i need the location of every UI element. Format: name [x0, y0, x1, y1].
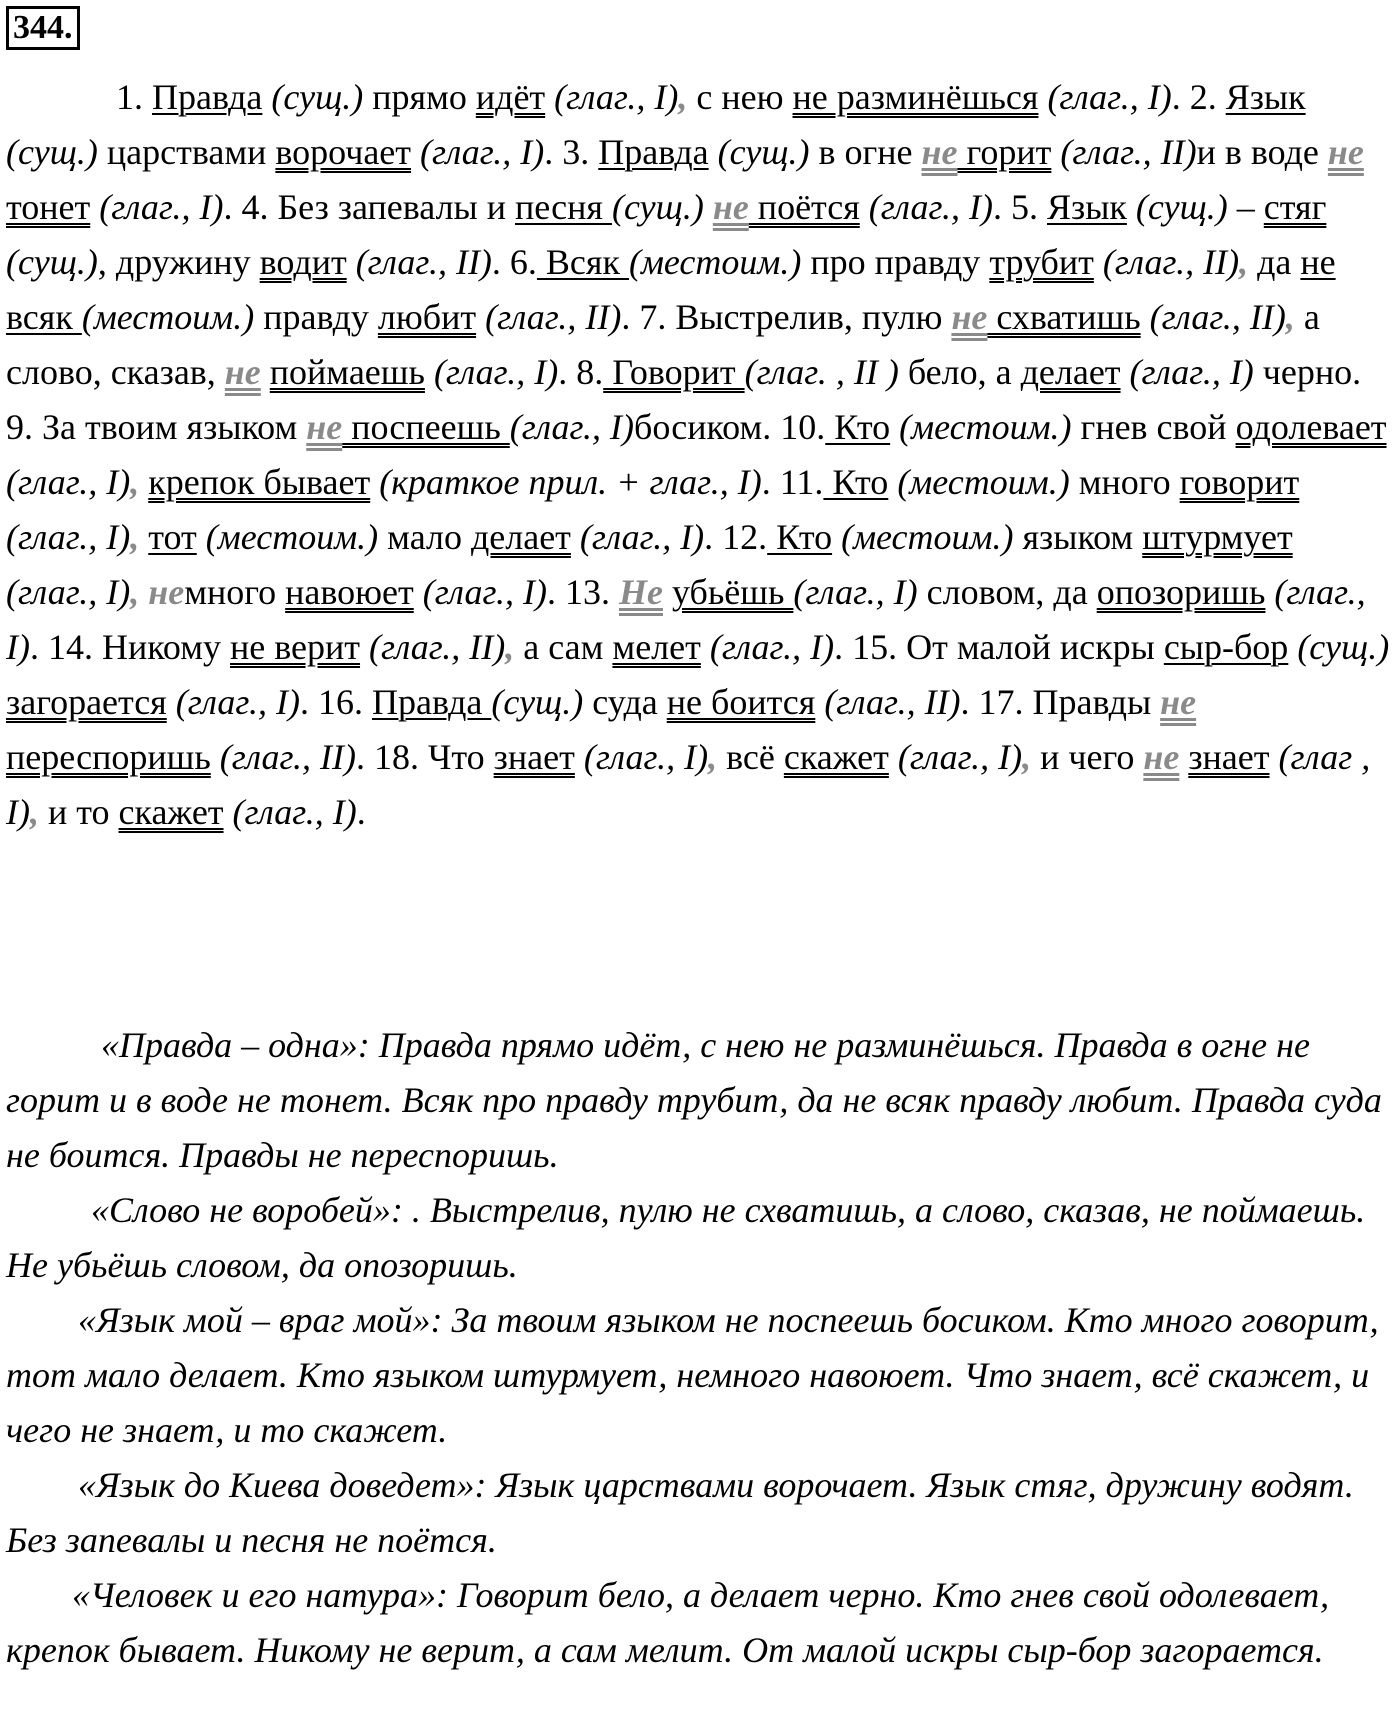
pos-note: (сущ.)	[1135, 187, 1228, 227]
pos-note: (местоим.)	[841, 517, 1014, 557]
predicate-word: делает	[1020, 352, 1121, 392]
sentence-number: 4.	[232, 187, 269, 227]
pos-note: (глаг., II)	[485, 297, 622, 337]
pos-note: (глаг., I)	[422, 572, 547, 612]
thematic-groups	[6, 1018, 1391, 1678]
plain-text: много	[184, 572, 286, 612]
predicate-word: знает	[493, 737, 575, 777]
plain-text: много	[1069, 462, 1180, 502]
plain-text: .	[834, 627, 844, 667]
pos-note: (сущ.)	[6, 242, 98, 282]
sentence-number: 6.	[500, 242, 537, 282]
pos-note: (глаг., I)	[709, 627, 835, 667]
pos-note: (сущ.)	[271, 77, 364, 117]
sentence-number: 10.	[771, 407, 826, 447]
plain-text: языком	[1013, 517, 1143, 557]
pos-note: (глаг., I)	[433, 352, 559, 392]
pos-note: (местоим.)	[205, 517, 379, 557]
plain-text: бело, а	[898, 352, 1021, 392]
group-pravda: «Правда – одна»: Правда прямо идёт, с нею не разминёшься. Правда в огне не горит и в воде не тонет. Всяк про правду трубит, да не всяк правду любит. Правда суда не боится. Правды не переспоришь.	[6, 1025, 1382, 1175]
pos-note: (глаг. , II )	[744, 352, 899, 392]
subject-word: Правда	[152, 77, 263, 117]
pos-note: (глаг , I)	[6, 737, 1371, 832]
pos-note: (глаг., II)	[1060, 132, 1197, 172]
predicate-word: поймаешь	[269, 352, 425, 392]
pos-note: (глаг., I)	[554, 77, 679, 117]
pos-note: (глаг., I)	[793, 572, 918, 612]
sentence-number: 17.	[969, 682, 1024, 722]
predicate-word: идёт	[475, 77, 546, 117]
subject-word: Кто	[823, 462, 889, 502]
plain-text: мало	[378, 517, 471, 557]
sentence-number: 12.	[713, 517, 768, 557]
predicate-word: крепок бывает	[148, 462, 371, 502]
plain-text: правду	[254, 297, 378, 337]
sentence-number: 3.	[553, 132, 590, 172]
comma-mark: ,	[130, 572, 140, 612]
predicate-word: скажет	[783, 737, 889, 777]
plain-text: черно.	[1253, 352, 1362, 392]
pos-note: (глаг., I)	[6, 462, 131, 502]
group-yazyk-kiev: «Язык до Киева доведет»: Язык царствами ворочает. Язык стяг, дружину водят. Без запевалы и песня не поётся.	[6, 1465, 1354, 1560]
comma-mark: ,	[708, 737, 718, 777]
task-number: 344.	[6, 6, 80, 50]
comma-mark: ,	[1285, 297, 1295, 337]
plain-text: Никому	[92, 627, 231, 667]
plain-text: .	[960, 682, 970, 722]
pos-note: (местоим.)	[899, 407, 1072, 447]
plain-text: в огне	[809, 132, 922, 172]
pos-note: (глаг., I)	[175, 682, 300, 722]
subject-word: сыр-бор	[1163, 627, 1289, 667]
predicate-word: не боится	[666, 682, 816, 722]
plain-text: и в воде	[1196, 132, 1328, 172]
plain-text: Что	[419, 737, 494, 777]
plain-text: царствами	[97, 132, 276, 172]
comma-mark: ,	[1022, 737, 1032, 777]
plain-text: .	[761, 462, 771, 502]
plain-text: .	[356, 737, 366, 777]
pos-note: (глаг., I)	[897, 737, 1023, 777]
subject-word: не всяк	[6, 242, 1336, 337]
negation-particle: не	[712, 187, 749, 227]
group-chelovek: «Человек и его натура»: Говорит бело, а делает черно. Кто гнев свой одолевает, крепок бывает. Никому не верит, а сам мелит. От малой искры сыр-бор загорается.	[6, 1575, 1330, 1670]
pos-note: (глаг., I)	[6, 572, 1366, 667]
plain-text: Правды	[1023, 682, 1161, 722]
comma-mark: ,	[505, 627, 515, 667]
plain-text: суда	[583, 682, 667, 722]
plain-text: и чего	[1031, 737, 1144, 777]
predicate-word: тонет	[6, 187, 91, 227]
subject-word: Язык	[1047, 187, 1127, 227]
negation-particle: не	[148, 572, 185, 612]
plain-text: и то	[38, 792, 119, 832]
predicate-word: поётся	[748, 187, 860, 227]
plain-text: прямо	[363, 77, 476, 117]
plain-text: .	[491, 242, 501, 282]
predicate-word: убьёшь	[671, 572, 794, 612]
predicate-word: переспоришь	[6, 737, 211, 777]
subject-word: Язык	[1225, 77, 1306, 117]
pos-note: (сущ.)	[6, 132, 98, 172]
sentence-number: 5.	[1002, 187, 1038, 227]
predicate-word: говорит	[1179, 462, 1300, 502]
predicate-word: скажет	[118, 792, 224, 832]
sentence-number: 2.	[1180, 77, 1217, 117]
pos-note: (местоим.)	[81, 297, 255, 337]
predicate-word: не верит	[230, 627, 361, 667]
predicate-word: делает	[470, 517, 571, 557]
pos-note: (глаг., I)	[868, 187, 993, 227]
predicate-word: загорается	[6, 682, 167, 722]
pos-note: (глаг., I)	[6, 517, 131, 557]
comma-mark: ,	[1239, 242, 1249, 282]
predicate-word: любит	[377, 297, 477, 337]
predicate-word: трубит	[989, 242, 1094, 282]
pos-note: (глаг., II)	[355, 242, 492, 282]
pos-note: (глаг., I)	[579, 517, 705, 557]
sentence-number: 11.	[770, 462, 824, 502]
predicate-word: не разминёшься	[792, 77, 1039, 117]
plain-text: Без запевалы и	[268, 187, 515, 227]
plain-text: Выстрелив, пулю	[666, 297, 952, 337]
predicate-word: горит	[957, 132, 1052, 172]
plain-text: От малой искры	[897, 627, 1164, 667]
sentence-number: 7.	[630, 297, 667, 337]
pos-note: (сущ.)	[491, 682, 584, 722]
plain-text: .	[29, 627, 39, 667]
predicate-word: штурмует	[1142, 517, 1293, 557]
plain-text: .	[356, 792, 366, 832]
pos-note: (глаг., II)	[219, 737, 357, 777]
predicate-word: поспеешь	[342, 407, 510, 447]
pos-note: (глаг., I)	[1047, 77, 1172, 117]
pos-note: (глаг., II)	[369, 627, 506, 667]
pos-note: (глаг., I)	[99, 187, 224, 227]
plain-text: , дружину	[97, 242, 260, 282]
comma-mark: ,	[678, 77, 688, 117]
predicate-word: опозоришь	[1096, 572, 1266, 612]
group-slovo: «Слово не воробей»: . Выстрелив, пулю не схватишь, а слово, сказав, не поймаешь. Не убьёшь словом, да опозоришь.	[6, 1190, 1366, 1285]
predicate-word: ворочает	[275, 132, 412, 172]
predicate-word: мелет	[612, 627, 701, 667]
subject-word: Кто	[825, 407, 891, 447]
plain-text: .	[299, 682, 309, 722]
plain-text: .	[547, 572, 556, 612]
plain-text: словом, да	[917, 572, 1097, 612]
pos-note: (глаг., I)	[509, 407, 635, 447]
plain-text: а слово, сказав,	[6, 297, 1320, 392]
predicate-word: стяг	[1263, 187, 1327, 227]
plain-text: .	[704, 517, 714, 557]
negation-particle: не	[951, 297, 988, 337]
comma-mark: ,	[130, 462, 140, 502]
subject-word: песня	[515, 187, 612, 227]
sentence-number: 18.	[365, 737, 420, 777]
plain-text: .	[621, 297, 631, 337]
plain-text: а сам	[514, 627, 613, 667]
pos-note: (глаг., II)	[1149, 297, 1286, 337]
predicate-word: знает	[1188, 737, 1270, 777]
group-yazyk-vrag: «Язык мой – враг мой»: За твоим языком не поспеешь босиком. Кто много говорит, тот мало делает. Кто языком штурмует, немного навоюет. Что знает, всё скажет, и чего не знает, и то скажет.	[6, 1300, 1379, 1450]
pos-note: (местоим.)	[628, 242, 802, 282]
subject-word: Кто	[767, 517, 833, 557]
pos-note: (сущ.)	[717, 132, 810, 172]
plain-text: гнев свой	[1071, 407, 1236, 447]
plain-text: –	[1227, 187, 1264, 227]
sentence-number: 16.	[308, 682, 363, 722]
plain-text: про правду	[801, 242, 990, 282]
exercise-text	[6, 70, 1391, 840]
comma-mark: ,	[29, 792, 39, 832]
pos-note: (глаг., I)	[420, 132, 545, 172]
plain-text: всё	[717, 737, 784, 777]
plain-text: с нею	[687, 77, 793, 117]
pos-note: (краткое прил. + глаг., I)	[379, 462, 762, 502]
pos-note: (глаг., I)	[583, 737, 709, 777]
pos-note: (местоим.)	[897, 462, 1070, 502]
predicate-word: схватишь	[987, 297, 1141, 337]
predicate-word: водит	[259, 242, 347, 282]
predicate-word: навоюет	[285, 572, 414, 612]
plain-text: .	[223, 187, 233, 227]
subject-word: Всяк	[536, 242, 629, 282]
sentence-number: 14.	[38, 627, 93, 667]
plain-text: .	[558, 352, 568, 392]
subject-word: Правда	[371, 682, 492, 722]
plain-text: .	[1171, 77, 1181, 117]
predicate-word: Говорит	[603, 352, 745, 392]
pos-note: (глаг., I)	[1129, 352, 1254, 392]
comma-mark: ,	[130, 517, 140, 557]
sentence-number: 8.	[567, 352, 604, 392]
subject-word: Правда	[598, 132, 709, 172]
subject-word: тот	[148, 517, 197, 557]
sentence-number: 15.	[843, 627, 898, 667]
pos-note: (глаг., II)	[1102, 242, 1240, 282]
pos-note: (глаг., I)	[6, 572, 131, 612]
plain-text: За твоим языком	[33, 407, 307, 447]
pos-note: (сущ.)	[611, 187, 704, 227]
plain-text: .	[993, 187, 1002, 227]
pos-note: (глаг., I)	[232, 792, 357, 832]
plain-text: босиком.	[634, 407, 772, 447]
predicate-word: одолевает	[1235, 407, 1387, 447]
negation-particle: не	[1160, 682, 1197, 722]
negation-particle: не	[1143, 737, 1180, 777]
negation-particle: не	[306, 407, 343, 447]
negation-particle: Не	[619, 572, 663, 612]
sentence-number: 9.	[6, 407, 33, 447]
sentence-number: 13.	[556, 572, 610, 612]
sentence-number: 1.	[116, 77, 143, 117]
pos-note: (сущ.)	[1297, 627, 1390, 667]
negation-particle: не	[1327, 132, 1364, 172]
pos-note: (глаг., II)	[824, 682, 961, 722]
plain-text: .	[544, 132, 554, 172]
plain-text: да	[1248, 242, 1301, 282]
negation-particle: не	[224, 352, 261, 392]
negation-particle: не	[921, 132, 958, 172]
